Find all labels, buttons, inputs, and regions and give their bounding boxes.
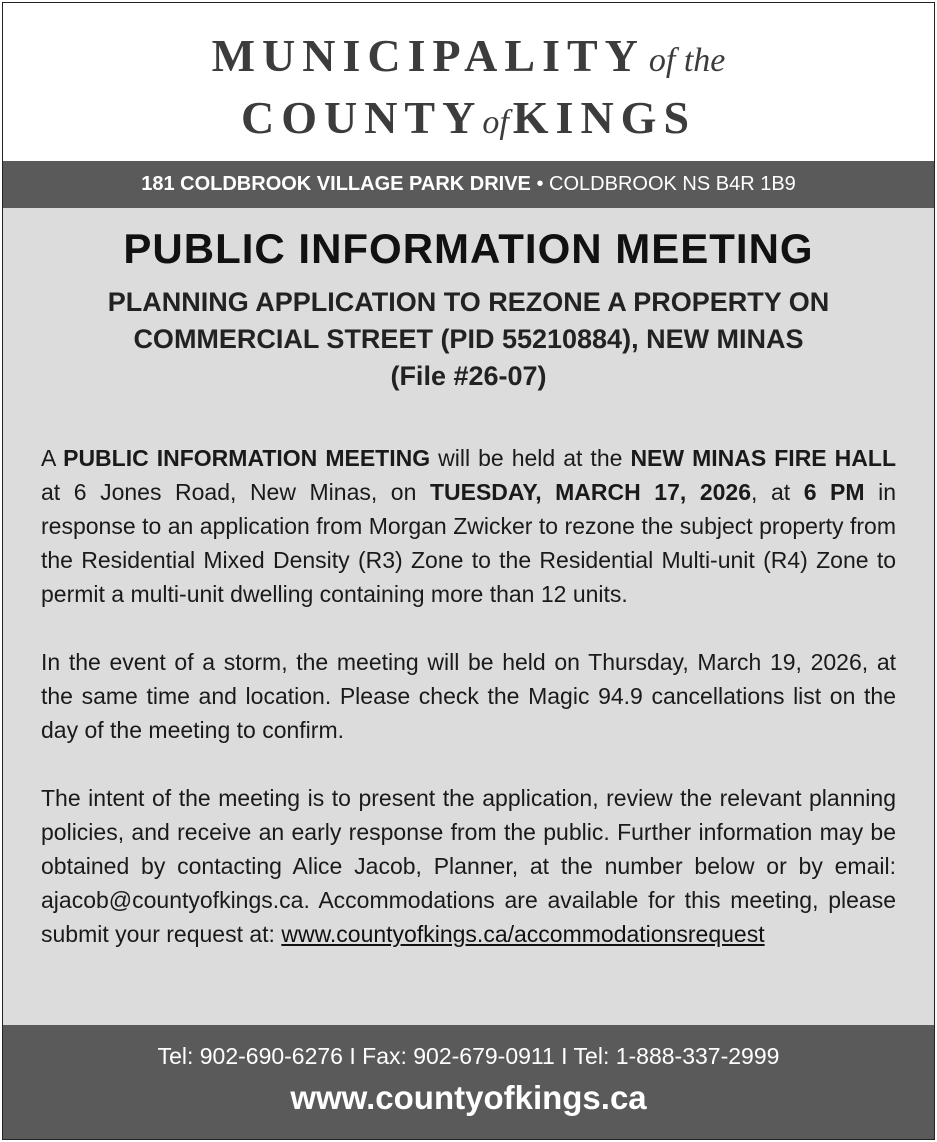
logo-word-municipality: MUNICIPALITY: [211, 30, 645, 81]
paragraph-meeting-details: [41, 441, 896, 611]
p1-text-3: at 6 Jones Road, New Minas, on: [41, 479, 430, 505]
p1-text-5: in response to an application from Morgan Zwicker to rezone the subject property from the Residential Mixed Density (R3) Zone to the Residential Multi-unit (R4) Zone to permit a multi-unit dwelling containing more than 12 units.: [41, 479, 897, 607]
p3-text: The intent of the meeting is to present the application, review the relevant planning policies, and receive an early response from the public. Further information may be obtained by contacting Alice Jacob, Planner, at the number below or by email: ajacob@countyofkings.ca. Accommodations are available for this meeting, please submit your request at:: [41, 785, 896, 947]
p1-bold-time: 6 PM: [803, 479, 865, 505]
p1-bold-location: NEW MINAS FIRE HALL: [630, 445, 896, 471]
p1-text-2: will be held at the: [430, 445, 631, 471]
logo-word-of: of: [482, 104, 509, 141]
footer-website-link[interactable]: www.countyofkings.ca: [290, 1079, 647, 1116]
paragraph-storm-date: In the event of a storm, the meeting will be held on Thursday, March 19, 2026, at the same time and location. Please check the Magic 94.9 cancellations list on the day of the meeting to confirm.: [41, 649, 896, 743]
paragraph-intent: [41, 781, 896, 951]
subtitle-line-2: COMMERCIAL STREET (PID 55210884), NEW MINAS: [133, 324, 804, 354]
notice-frame: [2, 2, 935, 1140]
subtitle-file-number: (File #26-07): [390, 361, 547, 391]
logo-line-1: [3, 29, 934, 82]
subtitle-line-1: PLANNING APPLICATION TO REZONE A PROPERTY ON: [107, 287, 830, 317]
address-bar: [3, 161, 934, 208]
address-street: 181 COLDBROOK VILLAGE PARK DRIVE: [141, 173, 531, 195]
accommodations-link[interactable]: www.countyofkings.ca/accommodationsrequest: [281, 921, 765, 947]
notice-subtitle: [3, 284, 934, 395]
address-city: COLDBROOK NS B4R 1B9: [549, 173, 796, 195]
municipality-logo: [3, 3, 934, 161]
logo-word-of-the: of the: [648, 42, 726, 79]
notice-title: PUBLIC INFORMATION MEETING: [123, 225, 814, 272]
p1-bold-meeting: PUBLIC INFORMATION MEETING: [63, 445, 431, 471]
p1-bold-date: TUESDAY, MARCH 17, 2026: [429, 479, 751, 505]
notice-body: [3, 441, 934, 951]
logo-word-kings: KINGS: [512, 92, 697, 143]
p1-text-4: , at: [751, 479, 804, 505]
logo-word-county: COUNTY: [240, 92, 483, 143]
footer-phone-numbers: Tel: 902-690-6276 I Fax: 902-679-0911 I Tel: 1-888-337-2999: [157, 1043, 780, 1069]
logo-line-2: [3, 91, 934, 144]
p1-text-1: A: [41, 445, 64, 471]
contact-footer: [3, 1025, 934, 1139]
address-separator: •: [530, 173, 550, 195]
